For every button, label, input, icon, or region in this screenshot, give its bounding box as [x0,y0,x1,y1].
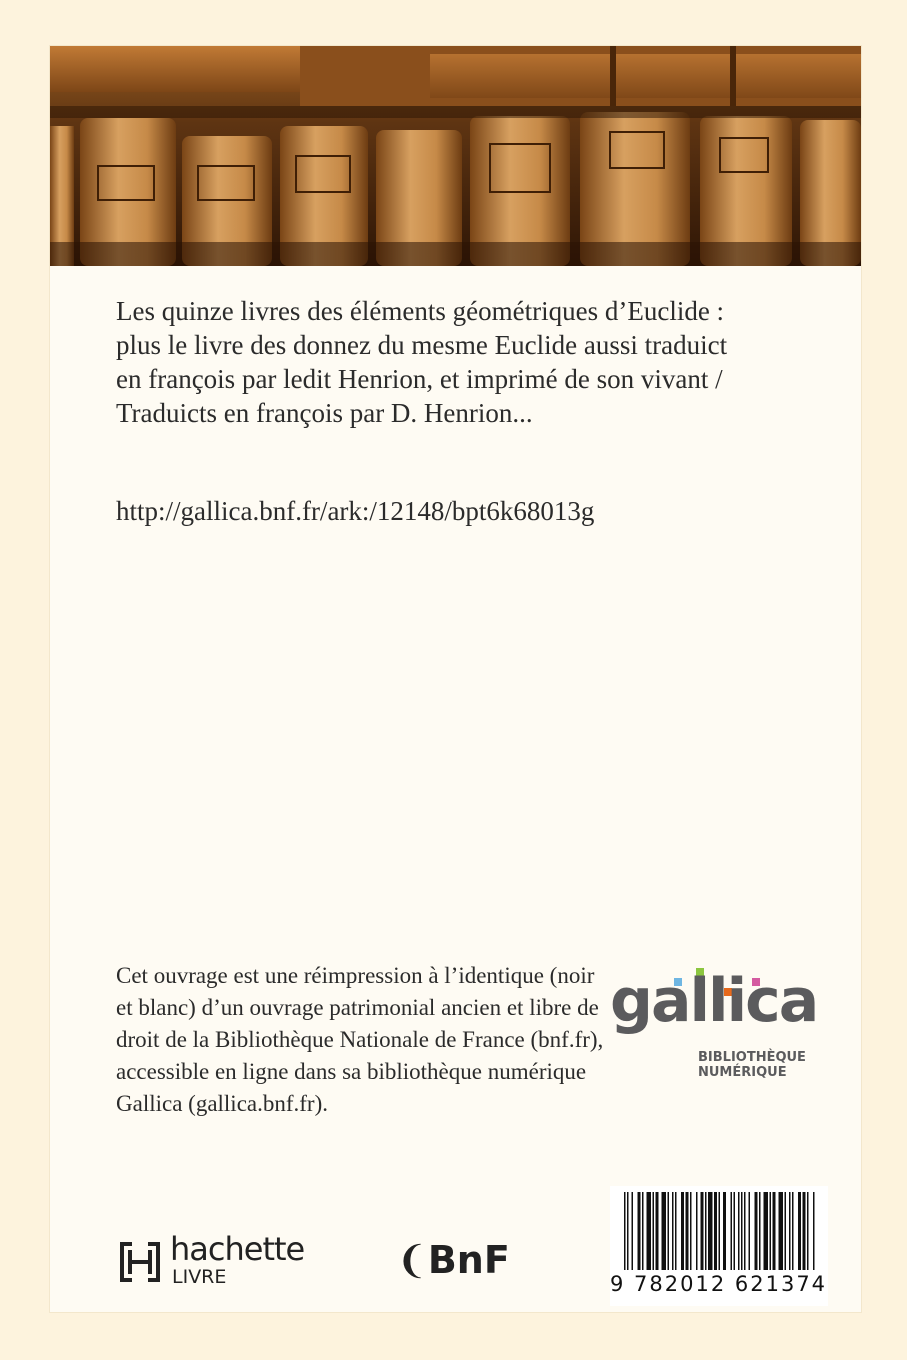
book-title: Les quinze livres des éléments géométriques d’Euclide : plus le livre des donnez du mesme Euclide aussi traduict en françois par ledit Henrion, et imprimé de son vivant / Traduicts en françois par D. Henrion... [116,296,728,428]
gallica-url: http://gallica.bnf.fr/ark:/12148/bpt6k68013g [116,496,595,526]
bnf-wordmark: BnF [427,1238,510,1282]
reprint-notice: Cet ouvrage est une réimpression à l’identique (noir et blanc) d’un ouvrage patrimonial ancien et libre de droit de la Bibliothèque Nationale de France (bnf.fr), accessible en ligne dans sa bibliothèque numérique Gallica (gallica.bnf.fr). [116,963,604,1116]
hachette-h-icon [118,1240,162,1284]
gallica-subtitle-line-2: NUMÉRIQUE [698,1065,787,1080]
gallica-subtitle-line-1: BIBLIOTHÈQUE [698,1050,806,1065]
bnf-logo [396,1238,510,1282]
gallica-logo [610,964,818,1094]
books-photo-banner [50,46,861,266]
isbn-barcode [610,1186,828,1306]
hachette-livre-label: LIVRE [172,1266,227,1288]
bnf-bracket-icon: ❨ [396,1238,428,1282]
gallica-wordmark: gallica [610,966,818,1036]
book-back-cover [50,46,861,1312]
barcode-digits: 9 782012 621374 [610,1272,828,1296]
hachette-wordmark: hachette [170,1230,305,1268]
hachette-livre-logo [116,1232,316,1292]
gallica-subtitle [698,1050,806,1080]
barcode-bars [610,1186,828,1274]
